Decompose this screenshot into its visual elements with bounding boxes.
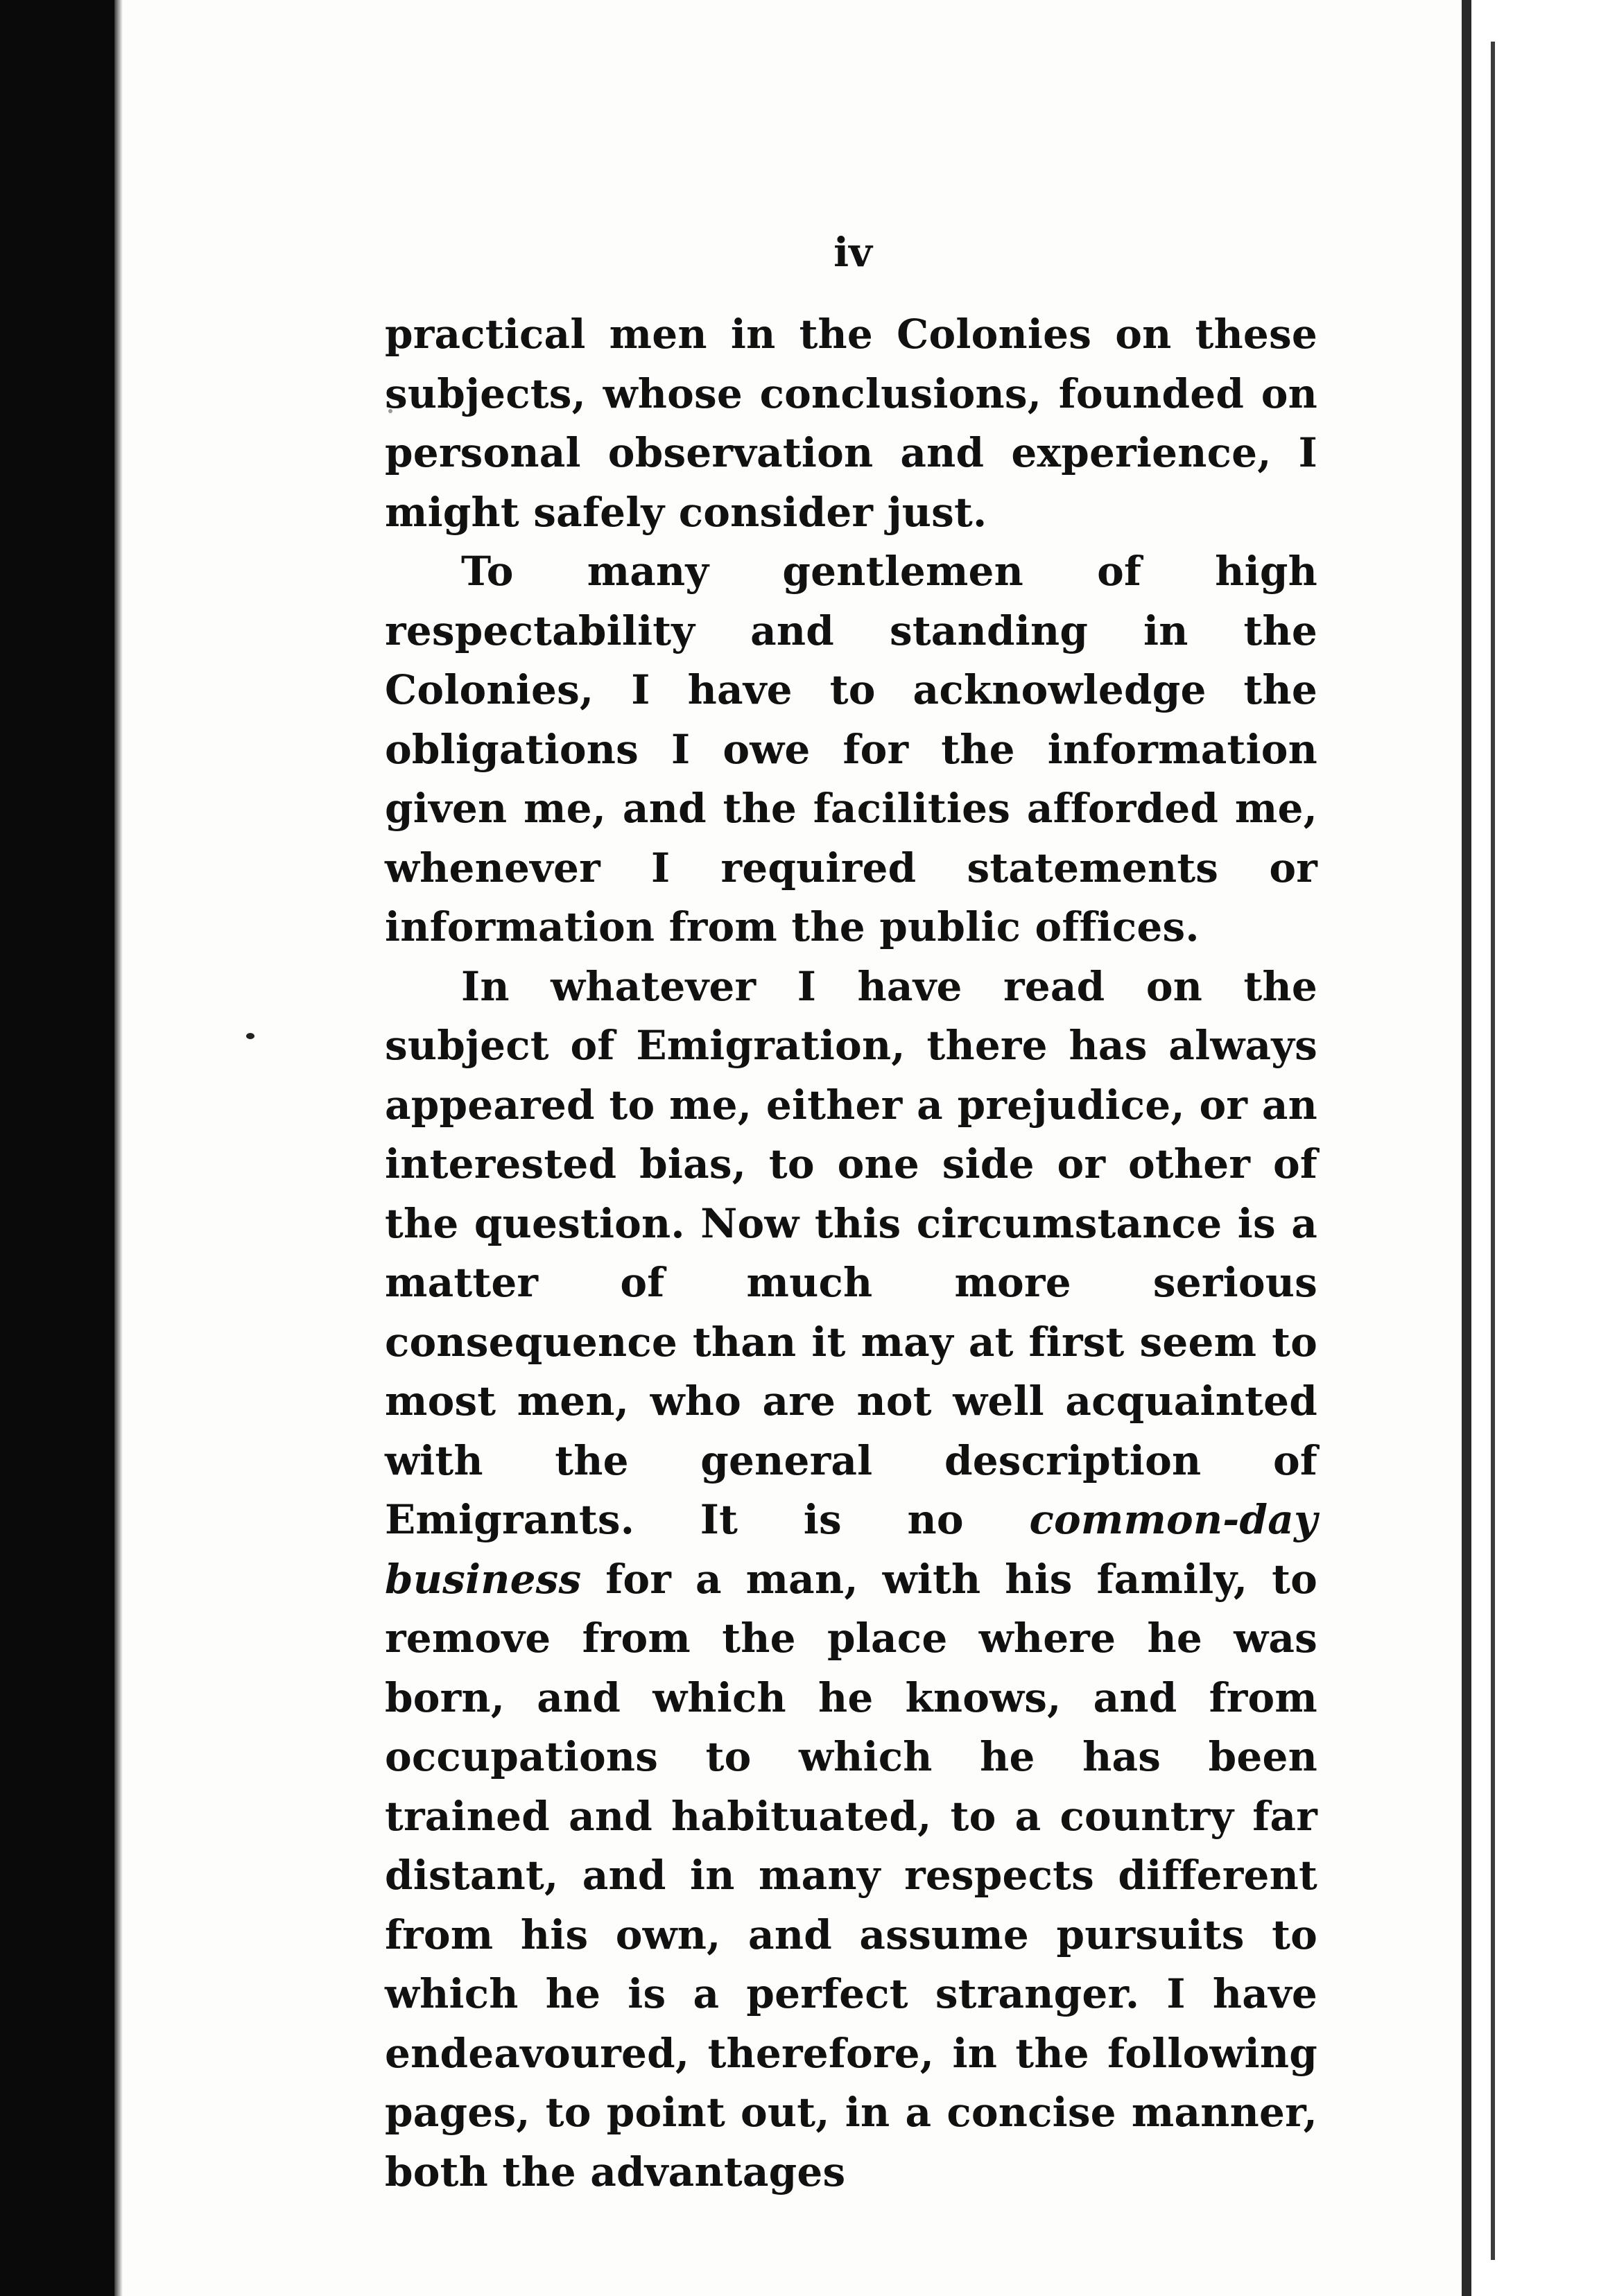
body-text bbox=[385, 305, 1317, 2202]
paragraph-2 bbox=[385, 542, 1317, 957]
paragraph-3 bbox=[385, 957, 1317, 2202]
page-number: iv bbox=[833, 229, 872, 276]
page-edge bbox=[1462, 0, 1471, 2296]
text-segment: In whatever I have read on the subject of Emigration, there has always appeared to me, either a prejudice, or an interested bias, to one side or other of the question. Now this circumstance is a matter of much more serious consequence than it may at first seem to most men, who are not well acquainted with the general description of Emigrants. It is no bbox=[385, 962, 1317, 1543]
page-gutter-shadow bbox=[114, 0, 123, 2296]
scan-speck bbox=[246, 1033, 254, 1039]
text-segment: practical men in the Colonies on these subjects, whose conclusions, founded on personal observation and experience, I might safely consider just. bbox=[385, 311, 1317, 536]
emphasis-text: common-day business bbox=[385, 1496, 1317, 1603]
paragraph-1 bbox=[385, 305, 1317, 542]
text-segment: To many gentlemen of high respectability and standing in the Colonies, I have to acknowledge the obligations I owe for the information given me, and the facilities afforded me, whenever I required statements or information from the public offices. bbox=[385, 548, 1317, 950]
facing-page-edge-line bbox=[1491, 42, 1495, 2260]
text-segment: for a man, with his family, to remove from the place where he was born, and which he knows, and from occupations to which he has been trained and habituated, to a country far distant, and in many respects different from his own, and assume pursuits to which he is a perfect stranger. I have endeavoured, therefore, in the following pages, to point out, in a concise manner, both the advantages bbox=[385, 1555, 1317, 2195]
